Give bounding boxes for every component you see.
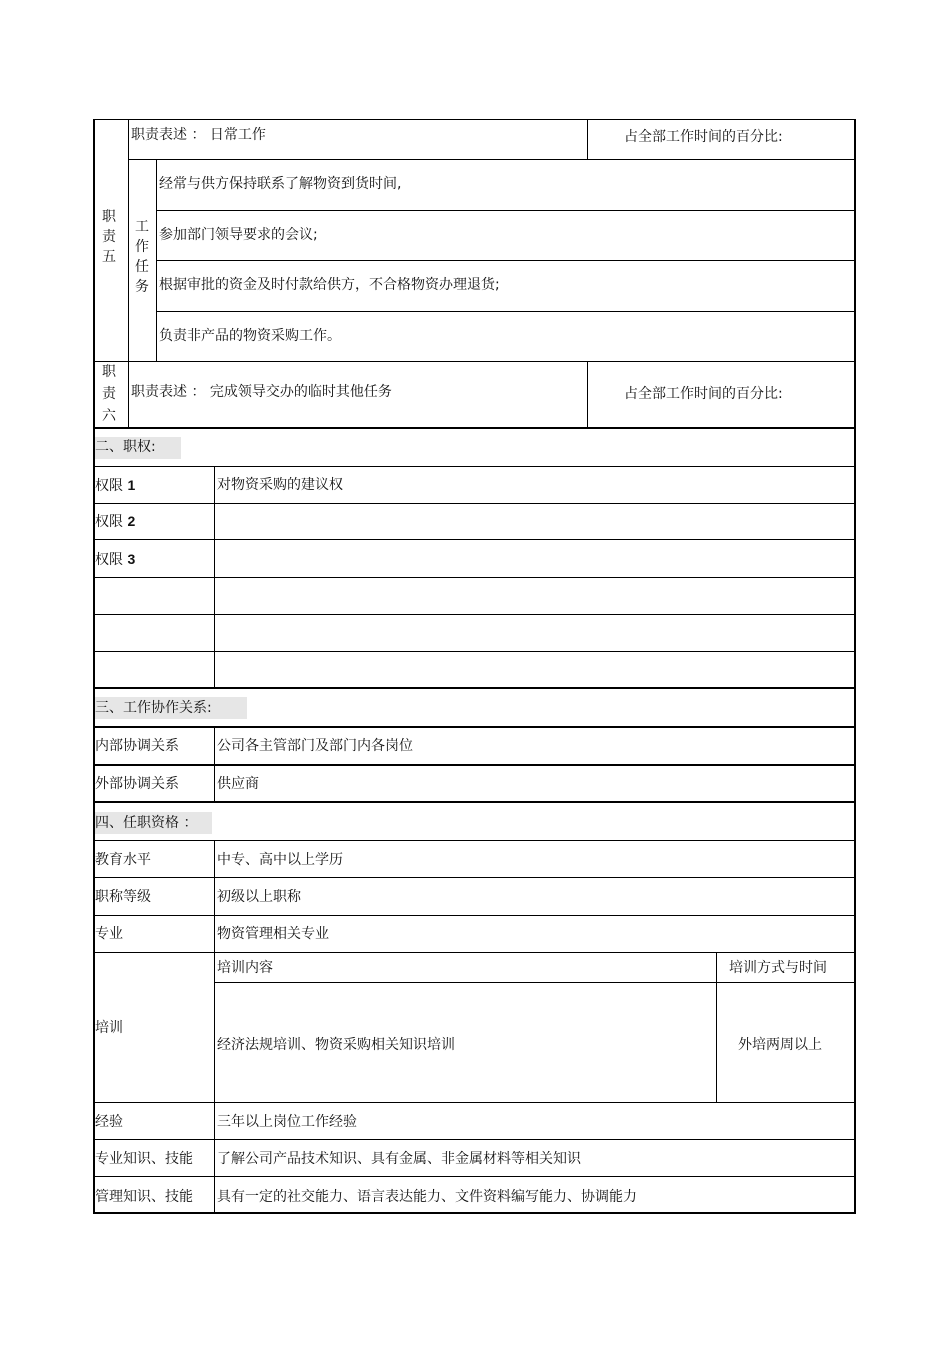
experience-value: 三年以上岗位工作经验 xyxy=(217,1114,357,1130)
training-method-header: 培训方式与时间 xyxy=(729,960,827,976)
internal-coordination-value: 公司各主管部门及部门内各岗位 xyxy=(217,738,413,754)
major-value: 物资管理相关专业 xyxy=(217,926,329,942)
professional-skill-label: 专业知识、技能 xyxy=(95,1151,193,1167)
duty5-percent-label: 占全部工作时间的百分比: xyxy=(624,129,783,145)
task-item: 根据审批的资金及时付款给供方，不合格物资办理退货; xyxy=(159,277,500,293)
training-content-header: 培训内容 xyxy=(217,960,273,976)
authority-row-label: 权限 1 xyxy=(95,477,136,494)
authority-row-label: 权限 2 xyxy=(95,513,136,530)
border-right xyxy=(854,119,856,1214)
title-level-value: 初级以上职称 xyxy=(217,889,301,905)
experience-label: 经验 xyxy=(95,1114,123,1130)
management-skill-value: 具有一定的社交能力、语言表达能力、文件资料编写能力、协调能力 xyxy=(217,1189,637,1205)
duty6-label: 职 责 六 xyxy=(102,364,116,424)
task-item: 参加部门领导要求的会议; xyxy=(159,227,318,243)
qualification-title: 四、任职资格 ： xyxy=(95,815,198,831)
training-content: 经济法规培训、物资采购相关知识培训 xyxy=(217,1037,455,1053)
major-label: 专业 xyxy=(95,926,123,942)
education-label: 教育水平 xyxy=(95,852,151,868)
work-tasks-label: 工 作 任 务 xyxy=(135,219,149,295)
management-skill-label: 管理知识、技能 xyxy=(95,1189,193,1205)
border-bottom xyxy=(93,1212,856,1214)
border-left xyxy=(93,119,95,1214)
authority-row-label: 权限 3 xyxy=(95,551,136,568)
training-method: 外培两周以上 xyxy=(738,1037,822,1053)
duty5-description: 职责表述 ： 日常工作 xyxy=(131,127,266,143)
duty5-label: 职 责 五 xyxy=(102,209,116,265)
external-coordination-label: 外部协调关系 xyxy=(95,776,179,792)
task-item: 负责非产品的物资采购工作。 xyxy=(159,328,341,344)
authority-title: 二、职权: xyxy=(95,439,156,455)
title-level-label: 职称等级 xyxy=(95,889,151,905)
training-label: 培训 xyxy=(95,1020,123,1036)
border-top xyxy=(93,119,856,120)
authority-row-value: 对物资采购的建议权 xyxy=(217,477,343,493)
cooperation-title: 三、工作协作关系: xyxy=(95,700,212,716)
internal-coordination-label: 内部协调关系 xyxy=(95,738,179,754)
duty6-percent-label: 占全部工作时间的百分比: xyxy=(624,386,783,402)
duty6-description: 职责表述 ： 完成领导交办的临时其他任务 xyxy=(131,384,392,400)
professional-skill-value: 了解公司产品技术知识、具有金属、非金属材料等相关知识 xyxy=(217,1151,581,1167)
education-value: 中专、高中以上学历 xyxy=(217,852,343,868)
task-item: 经常与供方保持联系了解物资到货时间, xyxy=(159,176,402,192)
external-coordination-value: 供应商 xyxy=(217,776,259,792)
